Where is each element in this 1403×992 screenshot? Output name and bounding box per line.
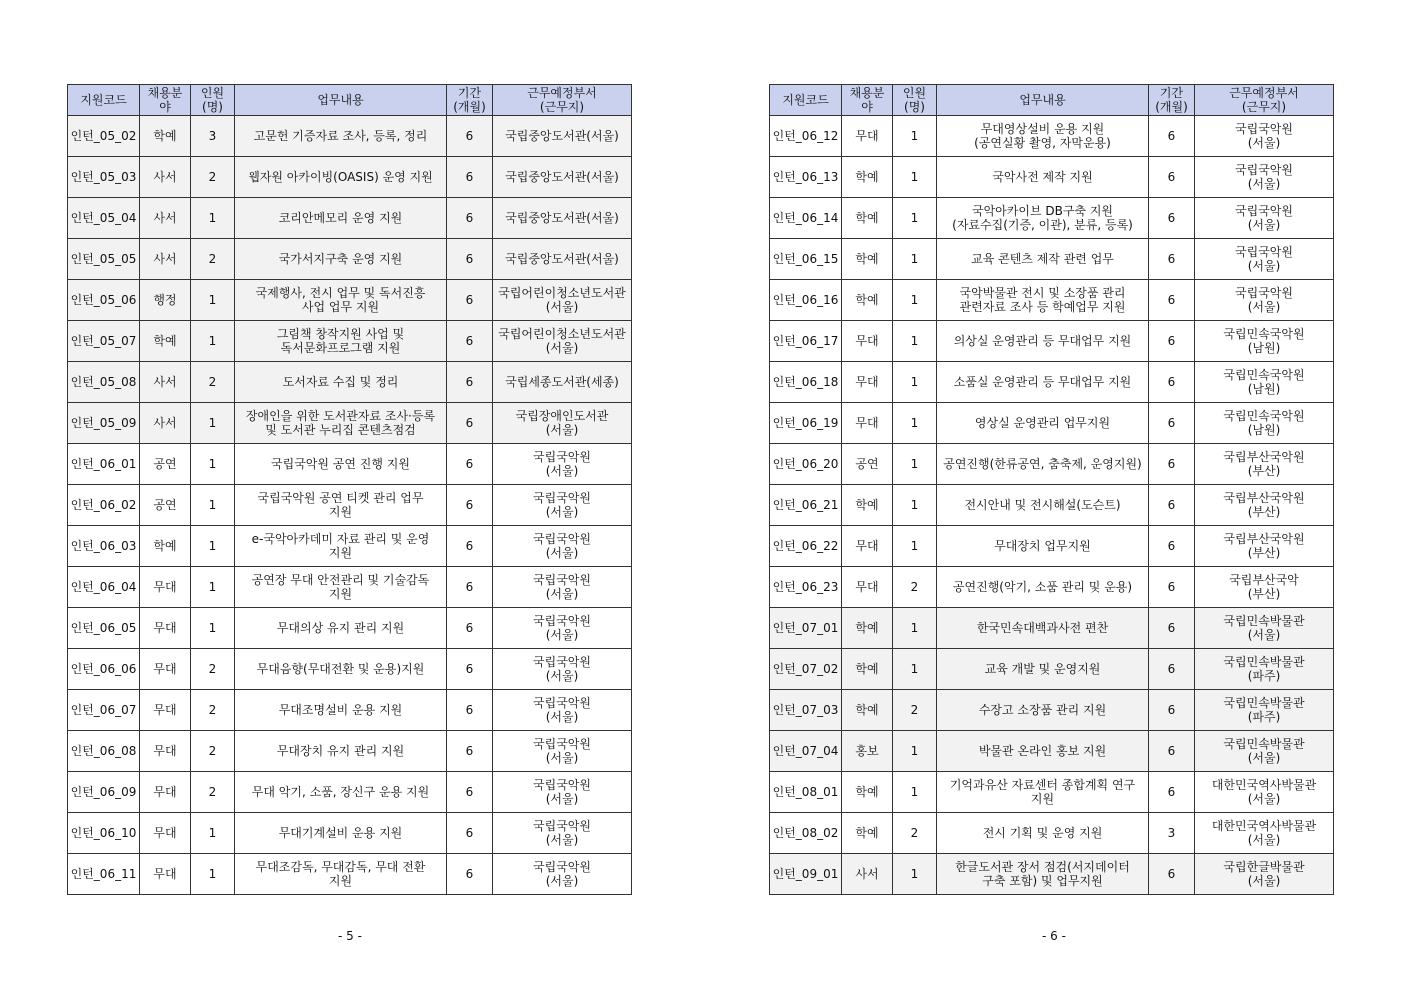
cell-period: 6 [1149, 321, 1195, 362]
cell-count: 2 [191, 362, 235, 403]
cell-code: 인턴_05_05 [68, 239, 140, 280]
cell-code: 인턴_06_12 [770, 116, 842, 157]
cell-dept: 국립국악원 (서울) [1195, 157, 1334, 198]
cell-dept: 국립국악원 (서울) [493, 813, 632, 854]
cell-count: 2 [893, 813, 937, 854]
table-row [770, 608, 1334, 649]
cell-period: 6 [447, 690, 493, 731]
cell-field: 학예 [842, 690, 893, 731]
cell-count: 1 [893, 731, 937, 772]
cell-period: 6 [447, 362, 493, 403]
cell-code: 인턴_05_02 [68, 116, 140, 157]
table-header-row [68, 85, 632, 116]
cell-code: 인턴_08_01 [770, 772, 842, 813]
cell-task: 국악아카이브 DB구축 지원 (자료수집(기증, 이관), 분류, 등록) [937, 198, 1149, 239]
cell-code: 인턴_06_18 [770, 362, 842, 403]
cell-code: 인턴_07_03 [770, 690, 842, 731]
cell-dept: 국립민속박물관 (파주) [1195, 649, 1334, 690]
cell-task: 기억과유산 자료센터 종합계획 연구 지원 [937, 772, 1149, 813]
cell-count: 2 [893, 567, 937, 608]
cell-count: 2 [191, 772, 235, 813]
cell-period: 6 [447, 485, 493, 526]
cell-task: 국악사전 제작 지원 [937, 157, 1149, 198]
cell-code: 인턴_06_04 [68, 567, 140, 608]
table-row [68, 403, 632, 444]
cell-task: 무대장치 유지 관리 지원 [235, 731, 447, 772]
cell-period: 6 [447, 813, 493, 854]
cell-field: 학예 [842, 198, 893, 239]
table-row [68, 813, 632, 854]
cell-field: 무대 [140, 608, 191, 649]
cell-task: 공연장 무대 안전관리 및 기술감독 지원 [235, 567, 447, 608]
cell-period: 6 [447, 731, 493, 772]
cell-task: 수장고 소장품 관리 지원 [937, 690, 1149, 731]
cell-period: 6 [447, 403, 493, 444]
cell-field: 사서 [140, 403, 191, 444]
cell-count: 1 [191, 321, 235, 362]
cell-field: 무대 [140, 731, 191, 772]
cell-code: 인턴_06_13 [770, 157, 842, 198]
cell-field: 무대 [140, 813, 191, 854]
cell-count: 2 [191, 157, 235, 198]
cell-field: 공연 [140, 444, 191, 485]
cell-count: 2 [893, 690, 937, 731]
cell-period: 6 [447, 321, 493, 362]
cell-task: 공연진행(한류공연, 춤축제, 운영지원) [937, 444, 1149, 485]
cell-count: 1 [191, 485, 235, 526]
cell-count: 1 [893, 157, 937, 198]
cell-code: 인턴_09_01 [770, 854, 842, 895]
cell-field: 사서 [140, 157, 191, 198]
cell-dept: 국립중앙도서관(서울) [493, 116, 632, 157]
table-row [770, 813, 1334, 854]
page-number-left: - 5 - [338, 929, 362, 943]
cell-dept: 국립민속국악원 (남원) [1195, 321, 1334, 362]
cell-dept: 국립국악원 (서울) [493, 690, 632, 731]
cell-task: 무대 악기, 소품, 장신구 운용 지원 [235, 772, 447, 813]
cell-task: 코리안메모리 운영 지원 [235, 198, 447, 239]
cell-field: 학예 [842, 649, 893, 690]
cell-task: 국립국악원 공연 진행 지원 [235, 444, 447, 485]
cell-task: 무대영상설비 운용 지원 (공연실황 촬영, 자막운용) [937, 116, 1149, 157]
page-number-right: - 6 - [1042, 929, 1066, 943]
table-row [770, 731, 1334, 772]
cell-dept: 대한민국역사박물관 (서울) [1195, 813, 1334, 854]
cell-dept: 국립부산국악원 (부산) [1195, 444, 1334, 485]
cell-period: 6 [1149, 690, 1195, 731]
cell-code: 인턴_06_19 [770, 403, 842, 444]
header-count: 인원 (명) [893, 85, 937, 116]
cell-dept: 국립국악원 (서울) [1195, 280, 1334, 321]
cell-dept: 국립국악원 (서울) [493, 485, 632, 526]
cell-dept: 국립중앙도서관(서울) [493, 239, 632, 280]
cell-code: 인턴_06_10 [68, 813, 140, 854]
cell-task: 한글도서관 장서 점검(서지데이터 구축 포함) 및 업무지원 [937, 854, 1149, 895]
cell-count: 1 [893, 444, 937, 485]
table-row [770, 485, 1334, 526]
cell-code: 인턴_06_06 [68, 649, 140, 690]
cell-task: 국악박물관 전시 및 소장품 관리 관련자료 조사 등 학예업무 지원 [937, 280, 1149, 321]
header-count: 인원 (명) [191, 85, 235, 116]
cell-task: 한국민속대백과사전 편찬 [937, 608, 1149, 649]
table-row [68, 239, 632, 280]
cell-count: 1 [893, 362, 937, 403]
cell-dept: 국립어린이청소년도서관(서울) [493, 321, 632, 362]
cell-period: 6 [447, 198, 493, 239]
table-row [770, 854, 1334, 895]
cell-dept: 국립국악원 (서울) [1195, 239, 1334, 280]
cell-field: 학예 [140, 321, 191, 362]
cell-field: 학예 [140, 526, 191, 567]
header-period: 기간 (개월) [447, 85, 493, 116]
cell-code: 인턴_06_03 [68, 526, 140, 567]
table-row [68, 321, 632, 362]
cell-code: 인턴_06_09 [68, 772, 140, 813]
cell-code: 인턴_05_06 [68, 280, 140, 321]
cell-count: 2 [191, 649, 235, 690]
table-row [770, 403, 1334, 444]
header-code: 지원코드 [68, 85, 140, 116]
table-row [68, 567, 632, 608]
cell-field: 학예 [842, 157, 893, 198]
cell-count: 2 [191, 690, 235, 731]
cell-period: 6 [1149, 403, 1195, 444]
cell-task: 그림책 창작지원 사업 및 독서문화프로그램 지원 [235, 321, 447, 362]
table-row [68, 485, 632, 526]
table-row [770, 198, 1334, 239]
table-row [68, 116, 632, 157]
cell-code: 인턴_06_16 [770, 280, 842, 321]
cell-period: 6 [1149, 731, 1195, 772]
cell-count: 1 [191, 280, 235, 321]
cell-field: 사서 [842, 854, 893, 895]
table-row [770, 321, 1334, 362]
cell-task: 교육 개발 및 운영지원 [937, 649, 1149, 690]
cell-period: 6 [447, 157, 493, 198]
cell-period: 6 [1149, 116, 1195, 157]
cell-task: 공연진행(악기, 소품 관리 및 운용) [937, 567, 1149, 608]
cell-dept: 국립민속국악원 (남원) [1195, 362, 1334, 403]
table-row [770, 157, 1334, 198]
table-row [68, 362, 632, 403]
cell-field: 학예 [842, 813, 893, 854]
cell-field: 학예 [842, 608, 893, 649]
left-page [67, 84, 632, 895]
cell-code: 인턴_05_07 [68, 321, 140, 362]
table-row [770, 239, 1334, 280]
cell-dept: 국립국악원 (서울) [493, 444, 632, 485]
cell-task: 국립국악원 공연 티켓 관리 업무 지원 [235, 485, 447, 526]
cell-period: 6 [447, 280, 493, 321]
cell-dept: 국립국악원 (서울) [493, 567, 632, 608]
table-row [770, 280, 1334, 321]
cell-period: 6 [1149, 157, 1195, 198]
cell-task: 교육 콘텐츠 제작 관련 업무 [937, 239, 1149, 280]
cell-period: 3 [1149, 813, 1195, 854]
cell-dept: 국립중앙도서관(서울) [493, 157, 632, 198]
cell-period: 6 [1149, 198, 1195, 239]
cell-period: 6 [1149, 649, 1195, 690]
table-row [770, 649, 1334, 690]
header-field: 채용분 야 [842, 85, 893, 116]
cell-task: 전시안내 및 전시해설(도슨트) [937, 485, 1149, 526]
cell-dept: 국립한글박물관 (서울) [1195, 854, 1334, 895]
cell-field: 학예 [842, 239, 893, 280]
cell-task: 웹자원 아카이빙(OASIS) 운영 지원 [235, 157, 447, 198]
cell-code: 인턴_06_15 [770, 239, 842, 280]
cell-dept: 국립세종도서관(세종) [493, 362, 632, 403]
table-row [68, 772, 632, 813]
cell-code: 인턴_06_14 [770, 198, 842, 239]
cell-field: 학예 [842, 485, 893, 526]
cell-period: 6 [447, 608, 493, 649]
cell-task: 국제행사, 전시 업무 및 독서진흥 사업 업무 지원 [235, 280, 447, 321]
table-row [68, 280, 632, 321]
right-page [769, 84, 1334, 895]
cell-dept: 국립국악원 (서울) [493, 731, 632, 772]
cell-period: 6 [447, 444, 493, 485]
table-row [68, 526, 632, 567]
cell-field: 무대 [842, 321, 893, 362]
cell-field: 공연 [140, 485, 191, 526]
cell-field: 학예 [842, 280, 893, 321]
cell-dept: 국립국악원 (서울) [493, 854, 632, 895]
cell-count: 3 [191, 116, 235, 157]
cell-count: 1 [893, 198, 937, 239]
cell-count: 2 [191, 239, 235, 280]
cell-code: 인턴_05_08 [68, 362, 140, 403]
header-period: 기간 (개월) [1149, 85, 1195, 116]
cell-period: 6 [447, 772, 493, 813]
table-row [68, 690, 632, 731]
cell-count: 1 [893, 649, 937, 690]
cell-field: 무대 [140, 690, 191, 731]
cell-dept: 국립부산국악 (부산) [1195, 567, 1334, 608]
cell-count: 1 [191, 526, 235, 567]
cell-field: 무대 [842, 116, 893, 157]
cell-count: 1 [893, 239, 937, 280]
table-row [68, 608, 632, 649]
cell-count: 1 [191, 198, 235, 239]
cell-dept: 국립민속박물관 (서울) [1195, 731, 1334, 772]
cell-period: 6 [447, 854, 493, 895]
cell-dept: 국립국악원 (서울) [1195, 116, 1334, 157]
cell-field: 홍보 [842, 731, 893, 772]
cell-dept: 국립부산국악원 (부산) [1195, 485, 1334, 526]
header-task: 업무내용 [937, 85, 1149, 116]
cell-code: 인턴_06_17 [770, 321, 842, 362]
cell-count: 1 [191, 608, 235, 649]
cell-period: 6 [447, 649, 493, 690]
cell-code: 인턴_06_02 [68, 485, 140, 526]
cell-task: 전시 기획 및 운영 지원 [937, 813, 1149, 854]
cell-count: 2 [191, 731, 235, 772]
table-row [770, 362, 1334, 403]
table-row [770, 526, 1334, 567]
cell-task: e-국악아카데미 자료 관리 및 운영 지원 [235, 526, 447, 567]
cell-task: 무대의상 유지 관리 지원 [235, 608, 447, 649]
cell-dept: 국립민속박물관 (파주) [1195, 690, 1334, 731]
cell-code: 인턴_07_04 [770, 731, 842, 772]
cell-task: 국가서지구축 운영 지원 [235, 239, 447, 280]
cell-dept: 국립국악원 (서울) [493, 526, 632, 567]
cell-count: 1 [191, 813, 235, 854]
cell-code: 인턴_06_07 [68, 690, 140, 731]
cell-task: 무대조감독, 무대감독, 무대 전환 지원 [235, 854, 447, 895]
cell-task: 무대조명설비 운용 지원 [235, 690, 447, 731]
cell-count: 1 [893, 116, 937, 157]
cell-count: 1 [893, 280, 937, 321]
cell-period: 6 [1149, 362, 1195, 403]
cell-dept: 국립국악원 (서울) [493, 608, 632, 649]
cell-dept: 대한민국역사박물관 (서울) [1195, 772, 1334, 813]
internship-table-right [769, 84, 1334, 895]
cell-period: 6 [1149, 567, 1195, 608]
table-row [68, 157, 632, 198]
header-dept: 근무예정부서 (근무지) [493, 85, 632, 116]
cell-code: 인턴_06_11 [68, 854, 140, 895]
cell-period: 6 [1149, 280, 1195, 321]
table-row [770, 116, 1334, 157]
cell-code: 인턴_05_03 [68, 157, 140, 198]
header-dept: 근무예정부서 (근무지) [1195, 85, 1334, 116]
cell-period: 6 [1149, 444, 1195, 485]
cell-code: 인턴_06_23 [770, 567, 842, 608]
cell-period: 6 [447, 116, 493, 157]
cell-period: 6 [447, 239, 493, 280]
cell-field: 무대 [842, 567, 893, 608]
cell-task: 무대음향(무대전환 및 운용)지원 [235, 649, 447, 690]
cell-count: 1 [191, 403, 235, 444]
cell-dept: 국립민속국악원 (남원) [1195, 403, 1334, 444]
header-task: 업무내용 [235, 85, 447, 116]
cell-field: 학예 [140, 116, 191, 157]
cell-dept: 국립부산국악원 (부산) [1195, 526, 1334, 567]
cell-count: 1 [893, 772, 937, 813]
cell-field: 무대 [842, 526, 893, 567]
table-row [770, 444, 1334, 485]
cell-count: 1 [893, 608, 937, 649]
cell-code: 인턴_07_01 [770, 608, 842, 649]
cell-code: 인턴_06_21 [770, 485, 842, 526]
cell-field: 학예 [842, 772, 893, 813]
table-header-row [770, 85, 1334, 116]
cell-field: 무대 [140, 649, 191, 690]
cell-dept: 국립국악원 (서울) [1195, 198, 1334, 239]
cell-dept: 국립어린이청소년도서관(서울) [493, 280, 632, 321]
cell-period: 6 [1149, 239, 1195, 280]
cell-code: 인턴_07_02 [770, 649, 842, 690]
cell-task: 무대장치 업무지원 [937, 526, 1149, 567]
cell-code: 인턴_08_02 [770, 813, 842, 854]
header-code: 지원코드 [770, 85, 842, 116]
cell-period: 6 [1149, 526, 1195, 567]
cell-field: 무대 [140, 567, 191, 608]
cell-task: 박물관 온라인 홍보 지원 [937, 731, 1149, 772]
table-row [770, 690, 1334, 731]
cell-period: 6 [447, 567, 493, 608]
cell-count: 1 [893, 321, 937, 362]
cell-field: 사서 [140, 198, 191, 239]
table-row [770, 772, 1334, 813]
cell-count: 1 [191, 854, 235, 895]
cell-code: 인턴_05_09 [68, 403, 140, 444]
cell-period: 6 [447, 526, 493, 567]
cell-task: 고문헌 기증자료 조사, 등록, 정리 [235, 116, 447, 157]
cell-field: 사서 [140, 239, 191, 280]
table-row [68, 444, 632, 485]
cell-dept: 국립국악원 (서울) [493, 772, 632, 813]
table-row [770, 567, 1334, 608]
cell-dept: 국립민속박물관 (서울) [1195, 608, 1334, 649]
cell-field: 무대 [842, 403, 893, 444]
cell-code: 인턴_06_22 [770, 526, 842, 567]
cell-field: 무대 [842, 362, 893, 403]
cell-period: 6 [1149, 485, 1195, 526]
table-row [68, 649, 632, 690]
cell-task: 의상실 운영관리 등 무대업무 지원 [937, 321, 1149, 362]
cell-field: 무대 [140, 854, 191, 895]
table-row [68, 854, 632, 895]
internship-table-left [67, 84, 632, 895]
cell-task: 도서자료 수집 및 정리 [235, 362, 447, 403]
cell-dept: 국립중앙도서관(서울) [493, 198, 632, 239]
cell-field: 사서 [140, 362, 191, 403]
cell-period: 6 [1149, 772, 1195, 813]
cell-count: 1 [191, 567, 235, 608]
cell-field: 행정 [140, 280, 191, 321]
cell-count: 1 [191, 444, 235, 485]
cell-count: 1 [893, 854, 937, 895]
cell-count: 1 [893, 526, 937, 567]
cell-task: 무대기계설비 운용 지원 [235, 813, 447, 854]
cell-dept: 국립국악원 (서울) [493, 649, 632, 690]
cell-code: 인턴_06_01 [68, 444, 140, 485]
header-field: 채용분 야 [140, 85, 191, 116]
cell-task: 영상실 운영관리 업무지원 [937, 403, 1149, 444]
cell-code: 인턴_06_05 [68, 608, 140, 649]
cell-count: 1 [893, 485, 937, 526]
cell-period: 6 [1149, 854, 1195, 895]
cell-code: 인턴_06_08 [68, 731, 140, 772]
cell-task: 소품실 운영관리 등 무대업무 지원 [937, 362, 1149, 403]
cell-code: 인턴_05_04 [68, 198, 140, 239]
cell-dept: 국립장애인도서관 (서울) [493, 403, 632, 444]
cell-field: 무대 [140, 772, 191, 813]
cell-field: 공연 [842, 444, 893, 485]
table-row [68, 731, 632, 772]
cell-count: 1 [893, 403, 937, 444]
cell-task: 장애인을 위한 도서관자료 조사·등록 및 도서관 누리집 콘텐츠점검 [235, 403, 447, 444]
cell-code: 인턴_06_20 [770, 444, 842, 485]
table-row [68, 198, 632, 239]
cell-period: 6 [1149, 608, 1195, 649]
